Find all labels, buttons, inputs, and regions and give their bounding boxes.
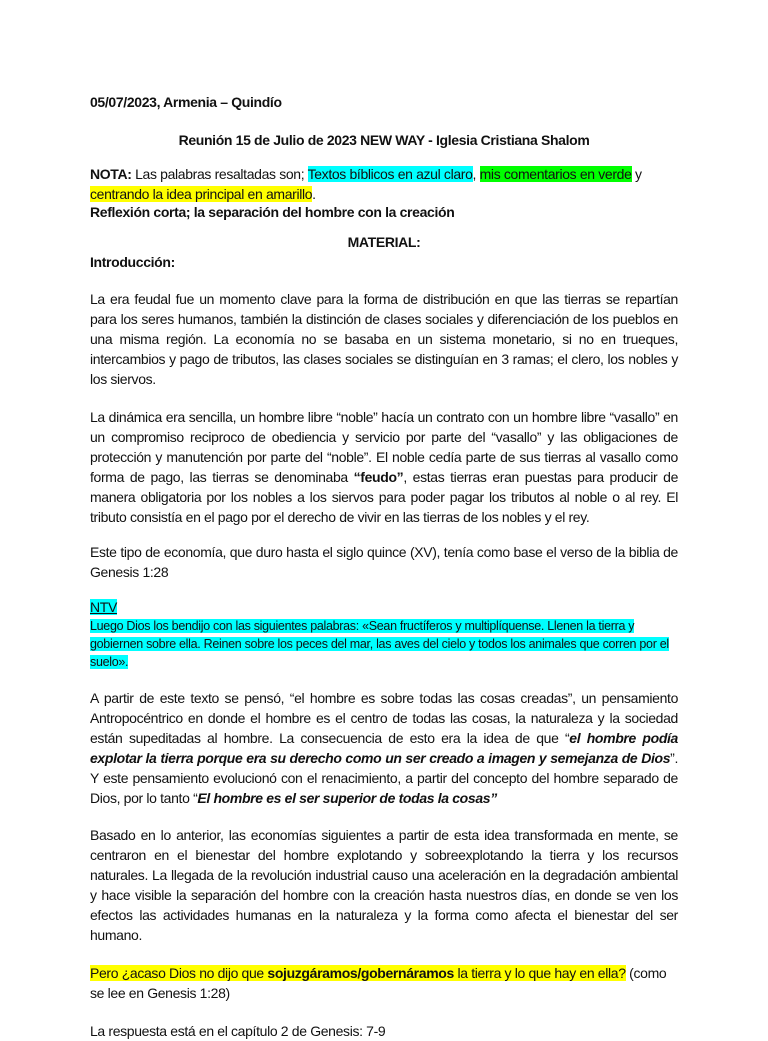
nota-sep1: , xyxy=(472,166,480,182)
paragraph-dynamics xyxy=(90,407,678,527)
verse-text xyxy=(90,617,678,671)
intro-heading: Introducción: xyxy=(90,254,175,270)
paragraph-economies: Basado en lo anterior, las economías siguientes a partir de esta idea transformada en mente, se centraron en el bienestar del hombre explotando y sobreexplotando la tierra y los recursos naturales. La llegada de la revolución industrial causo una aceleración en la degradación ambiental y hace visible la separación del hombre con la creación hasta nuestros días, en donde se ven los efectos las actividades humanas en la naturaleza y la forma como afecta el bienestar del ser humano. xyxy=(90,827,678,943)
nota-paragraph xyxy=(90,164,678,204)
paragraph-question xyxy=(90,963,678,1003)
feudo-term: “feudo” xyxy=(353,469,404,485)
para4-middle: ”. Y este pensamiento evolucionó con el renacimiento, a partir del concepto del hombre separado de Dios, por lo tanto “ xyxy=(90,750,678,806)
question-before: Pero ¿acaso Dios no dijo que xyxy=(90,965,268,981)
question-rest: (como se lee en Genesis 1:28) xyxy=(90,965,667,1001)
material-heading: MATERIAL: xyxy=(347,234,421,250)
meeting-title: Reunión 15 de Julio de 2023 NEW WAY - Iglesia Cristiana Shalom xyxy=(178,132,590,148)
question-highlight xyxy=(90,965,626,981)
paragraph-anthropocentric xyxy=(90,688,678,808)
dateline: 05/07/2023, Armenia – Quindío xyxy=(90,94,282,110)
para2-after: , estas tierras eran puestas para producir de manera obligatoria por los nobles a los siervos para poder pagar los tributos al noble o al rey. El tributo consistía en el pago por el derecho de vivir en las tierras de los nobles y el rey. xyxy=(90,469,678,525)
document-page xyxy=(90,92,678,1041)
verse-highlight: Luego Dios los bendijo con las siguientes palabras: «Sean fructíferos y multiplíquense. Llenen la tierra y gobiernen sobre ella. Reinen sobre los peces del mar, las aves del cielo y todos los animales que corren por el suelo». xyxy=(90,619,669,669)
paragraph-answer: La respuesta está en el capítulo 2 de Genesis: 7-9 xyxy=(90,1023,386,1039)
nota-yellow-highlight: centrando la idea principal en amarillo xyxy=(90,186,313,202)
para2-before: La dinámica era sencilla, un hombre libre “noble” hacía un contrato con un hombre libre “vasallo” en un compromiso reciproco de obediencia y servicio por parte del “vasallo” y las obligaciones de protección y manutención por parte del “noble”. El noble cedía parte de sus tierras al vasallo como forma de pago, las tierras se denominaba xyxy=(90,409,678,485)
verse-version xyxy=(90,597,678,617)
para4-emphasis-1: el hombre podía explotar la tierra porque era su derecho como un ser creado a imagen y semejanza de Dios xyxy=(90,730,678,766)
para4-before: A partir de este texto se pensó, “el hombre es sobre todas las cosas creadas”, un pensamiento Antropocéntrico en donde el hombre es el centro de todas las cosas, la naturaleza y la sociedad están supeditadas al hombre. La consecuencia de esto era la idea de que “ xyxy=(90,690,678,746)
paragraph-economy: Este tipo de economía, que duro hasta el siglo quince (XV), tenía como base el verso de la biblia de Genesis 1:28 xyxy=(90,544,678,580)
verse-version-label: NTV xyxy=(90,599,117,615)
nota-blue-highlight: Textos bíblicos en azul claro xyxy=(307,166,473,182)
question-bold: sojuzgáramos/gobernáramos xyxy=(267,965,454,981)
nota-lead: Las palabras resaltadas son; xyxy=(131,166,308,182)
reflection-title: Reflexión corta; la separación del hombre con la creación xyxy=(90,204,455,220)
nota-label: NOTA: xyxy=(90,166,132,182)
nota-end: . xyxy=(312,186,316,202)
para4-emphasis-2: El hombre es el ser superior de todas la cosas” xyxy=(197,790,497,806)
nota-sep2: y xyxy=(631,166,642,182)
paragraph-feudal-era: La era feudal fue un momento clave para la forma de distribución en que las tierras se repartían para los seres humanos, también la distinción de clases sociales y diferenciación de los pueblos en una misma región. La economía no se basaba en un sistema monetario, si no en trueques, intercambios y pago de tributos, las clases sociales se distinguían en 3 ramas; el clero, los nobles y los siervos. xyxy=(90,291,678,387)
nota-green-highlight: mis comentarios en verde xyxy=(479,166,632,182)
question-after: la tierra y lo que hay en ella? xyxy=(453,965,626,981)
